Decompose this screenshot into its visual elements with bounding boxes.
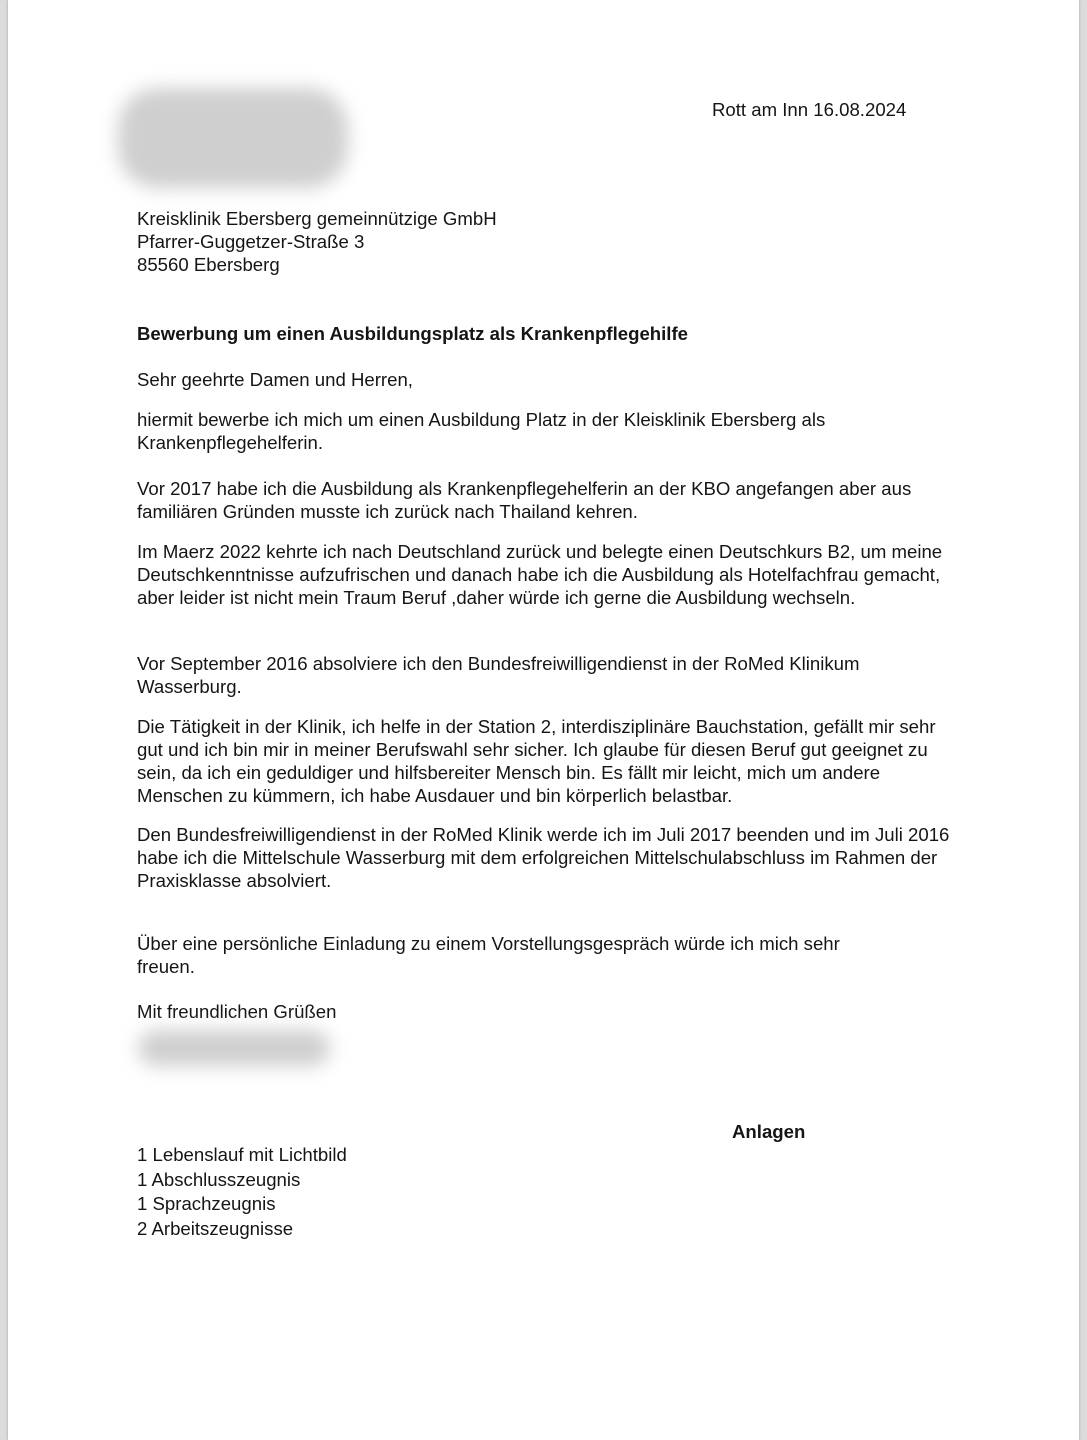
recipient-city: 85560 Ebersberg (137, 254, 280, 275)
recipient-street: Pfarrer-Guggetzer-Straße 3 (137, 231, 365, 252)
letter-page (8, 0, 1079, 1440)
paragraph-1: hiermit bewerbe ich mich um einen Ausbildung Platz in der Kleisklinik Ebersberg als Krankenpflegehelferin. (137, 409, 826, 453)
paragraph-4: Vor September 2016 absolviere ich den Bundesfreiwilligendienst in der RoMed Klinikum Wasserburg. (137, 653, 860, 697)
attachments-list (137, 1143, 977, 1241)
subject-line: Bewerbung um einen Ausbildungsplatz als Krankenpflegehilfe (137, 323, 689, 344)
recipient-address (137, 207, 977, 276)
redacted-sender-address (118, 88, 348, 188)
closing: Mit freundlichen Grüßen (137, 1001, 337, 1022)
paragraph-3: Im Maerz 2022 kehrte ich nach Deutschland zurück und belegte einen Deutschkurs B2, um meine Deutschkenntnisse aufzufrischen und danach habe ich die Ausbildung als Hotelfachfrau gemacht, aber leider ist nicht mein Traum Beruf ,daher würde ich gerne die Ausbildung wechseln. (137, 541, 943, 608)
salutation: Sehr geehrte Damen und Herren, (137, 369, 413, 390)
attachments-title: Anlagen (732, 1121, 806, 1142)
attachment-item: 2 Arbeitszeugnisse (137, 1217, 294, 1239)
paragraph-6: Den Bundesfreiwilligendienst in der RoMed Klinik werde ich im Juli 2017 beenden und im Juli 2016 habe ich die Mittelschule Wasserburg mit dem erfolgreichen Mittelschulabschluss im Rahmen der Praxisklasse absolviert. (137, 824, 950, 891)
recipient-name: Kreisklinik Ebersberg gemeinnützige GmbH (137, 208, 497, 229)
attachment-item: 1 Lebenslauf mit Lichtbild (137, 1144, 347, 1165)
attachment-item: 1 Abschlusszeugnis (137, 1168, 301, 1190)
paragraph-5: Die Tätigkeit in der Klinik, ich helfe in der Station 2, interdisziplinäre Bauchstation, gefällt mir sehr gut und ich bin mir in meiner Berufswahl sehr sicher. Ich glaube für diesen Beruf gut geeignet zu sein, da ich ein geduldiger und hilfsbereiter Mensch bin. Es fällt mir leicht, mich um andere Menschen zu kümmern, ich habe Ausdauer und bin körperlich belastbar. (137, 716, 936, 806)
redacted-signature-name (138, 1030, 330, 1066)
paragraph-7: Über eine persönliche Einladung zu einem Vorstellungsgespräch würde ich mich sehr freuen. (137, 933, 840, 977)
date-line: Rott am Inn 16.08.2024 (712, 99, 907, 120)
paragraph-2: Vor 2017 habe ich die Ausbildung als Krankenpflegehelferin an der KBO angefangen aber aus familiären Gründen musste ich zurück nach Thailand kehren. (137, 478, 912, 522)
attachment-item: 1 Sprachzeugnis (137, 1193, 276, 1214)
